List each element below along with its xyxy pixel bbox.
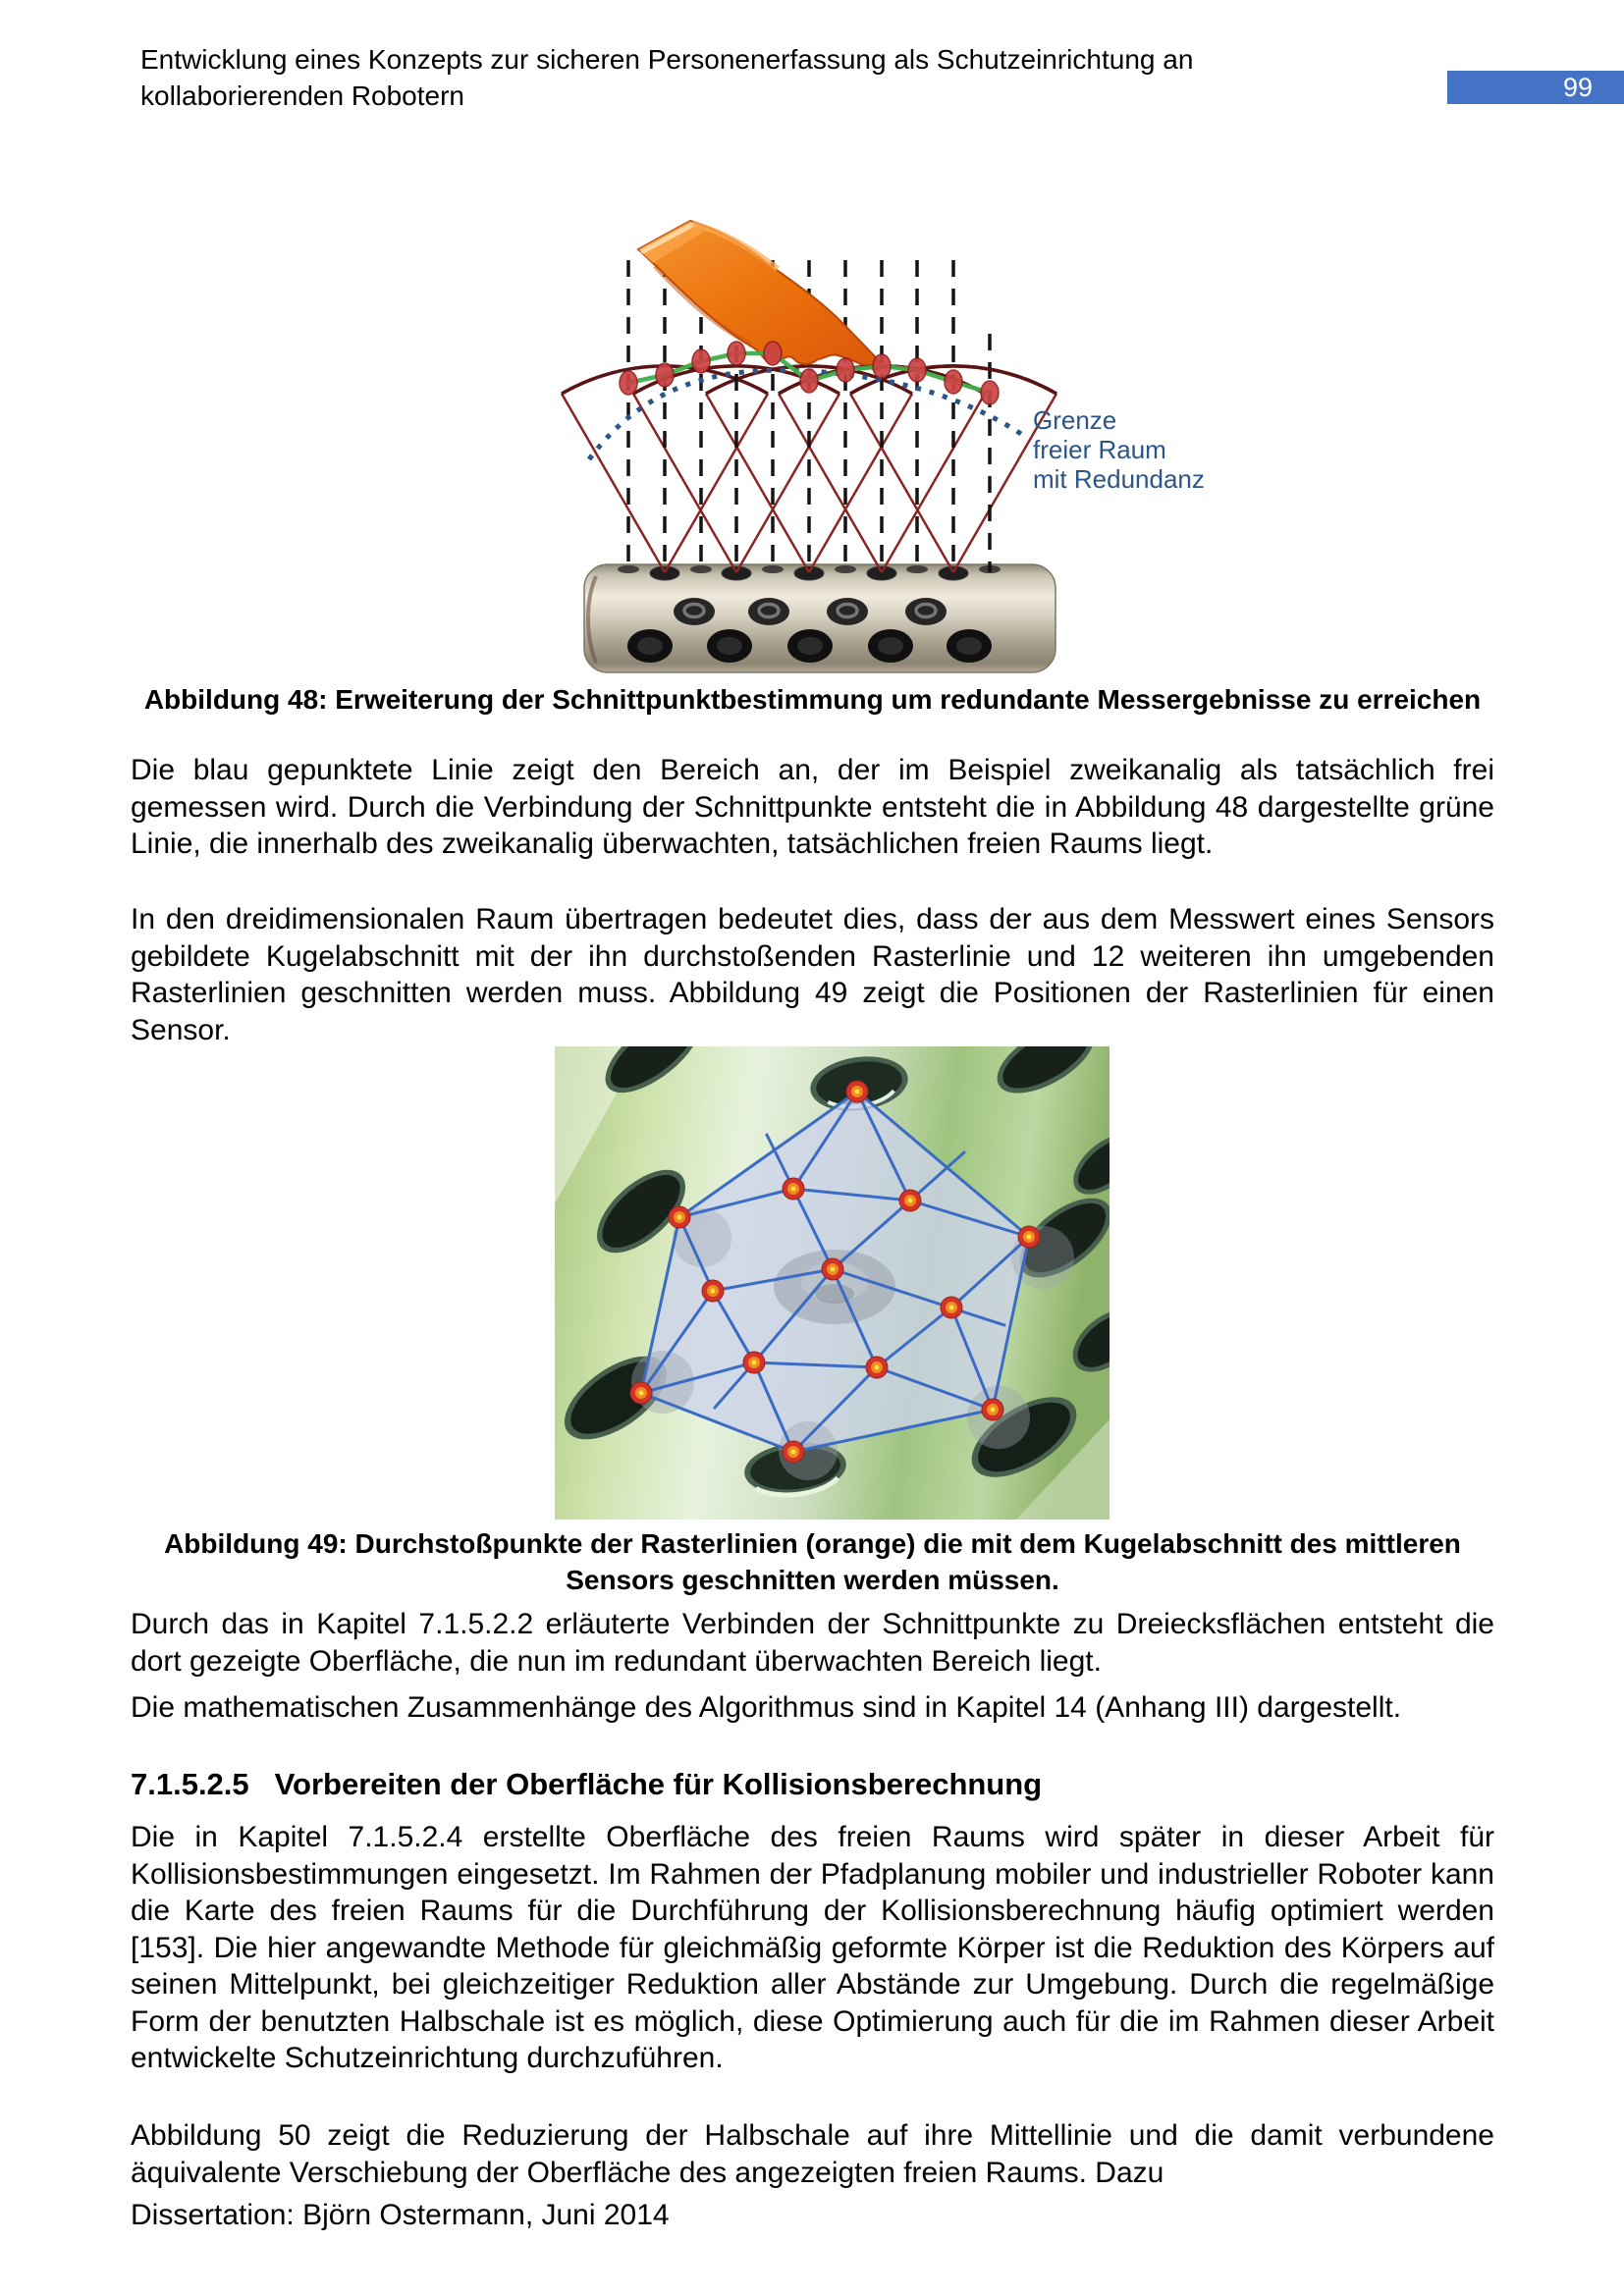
annotation-line-3: mit Redundanz <box>1033 464 1205 494</box>
grid-point <box>899 1190 921 1211</box>
paragraph-5: Die in Kapitel 7.1.5.2.4 erstellte Oberfläche des freien Raums wird später in dieser Arbeit für Kollisionsbestimmungen eingesetzt. Im Rahmen der Pfadplanung mobiler und industrieller Roboter kann die Karte des freien Raums für die Durchführung der Kollisionsberechnung häufig optimiert werden [153]. Die hier angewandte Methode für gleichmäßig geformte Körper ist die Reduktion des Körpers auf seinen Mittelpunkt, bei gleichzeitiger Reduktion aller Abstände zur Umgebung. Durch die regelmäßige Form der benutzten Halbschale ist es möglich, diese Optimierung auch für die im Rahmen dieser Arbeit entwickelte Schutzeinrichtung durchzuführen. <box>131 1821 1494 2074</box>
grid-point <box>702 1280 724 1302</box>
paragraph-4: Die mathematischen Zusammenhänge des Algorithmus sind in Kapitel 14 (Anhang III) dargestellt. <box>131 1691 1402 1724</box>
page-number-badge <box>1447 71 1624 104</box>
paragraph-6: Abbildung 50 zeigt die Reduzierung der Halbschale auf ihre Mittellinie und die damit verbundene äquivalente Verschiebung der Oberfläche des angezeigten freien Raums. Dazu <box>131 2119 1494 2189</box>
figure-48-annotation <box>1033 405 1205 494</box>
grid-point-center <box>822 1258 843 1280</box>
figure-48-caption: Abbildung 48: Erweiterung der Schnittpunktbestimmung um redundante Messergebnisse zu erreichen <box>143 684 1482 715</box>
running-header-line2: kollaborierenden Robotern <box>140 80 464 111</box>
annotation-line-1: Grenze <box>1033 405 1117 435</box>
sensor-cylinder <box>584 564 1056 672</box>
grid-point <box>783 1178 804 1200</box>
section-number: 7.1.5.2.5 <box>131 1767 249 1801</box>
grid-point <box>669 1206 690 1228</box>
paragraph-3: Durch das in Kapitel 7.1.5.2.2 erläuterte Verbinden der Schnittpunkte zu Dreiecksflächen entsteht die dort gezeigte Oberfläche, die nun im redundant überwachten Bereich liegt. <box>131 1608 1494 1678</box>
grid-point <box>941 1297 962 1318</box>
grid-point <box>1018 1226 1040 1248</box>
annotation-line-2: freier Raum <box>1033 435 1166 464</box>
grid-point <box>846 1081 868 1102</box>
footer-dissertation-line: Dissertation: Björn Ostermann, Juni 2014 <box>131 2199 670 2231</box>
grid-point <box>630 1382 652 1404</box>
section-heading <box>131 1767 1494 1802</box>
running-header-line1: Entwicklung eines Konzepts zur sicheren Personenerfassung als Schutzeinrichtung an <box>140 44 1194 75</box>
page-number: 99 <box>1562 72 1593 102</box>
paragraph-2: In den dreidimensionalen Raum übertragen bedeutet dies, dass der aus dem Messwert eines Sensors gebildete Kugelabschnitt mit der ihn durchstoßenden Rasterlinie und 12 weiteren ihn umgebenden Rasterlinien geschnitten werden muss. Abbildung 49 zeigt die Positionen der Rasterlinien für einen Sensor. <box>131 903 1494 1046</box>
paragraph-1: Die blau gepunktete Linie zeigt den Bereich an, der im Beispiel zweikanalig als tatsächlich frei gemessen wird. Durch die Verbindung der Schnittpunkte entsteht die in Abbildung 48 dargestellte grüne Linie, die innerhalb des zweikanalig überwachten, tatsächlichen freien Raums liegt. <box>131 754 1494 860</box>
running-header <box>140 41 1330 114</box>
grid-point <box>743 1352 765 1373</box>
figure-49-raster-points-illustration <box>555 1046 1110 1520</box>
figure-48-sensor-cones-illustration <box>535 133 1222 682</box>
section-title: Vorbereiten der Oberfläche für Kollisionsberechnung <box>274 1767 1043 1801</box>
grid-point <box>783 1441 804 1463</box>
figure-49-caption: Abbildung 49: Durchstoßpunkte der Rasterlinien (orange) die mit dem Kugelabschnitt des mittleren Sensors geschnitten werden müssen. <box>164 1528 1461 1595</box>
grid-point <box>866 1357 888 1378</box>
grid-point <box>982 1399 1003 1420</box>
